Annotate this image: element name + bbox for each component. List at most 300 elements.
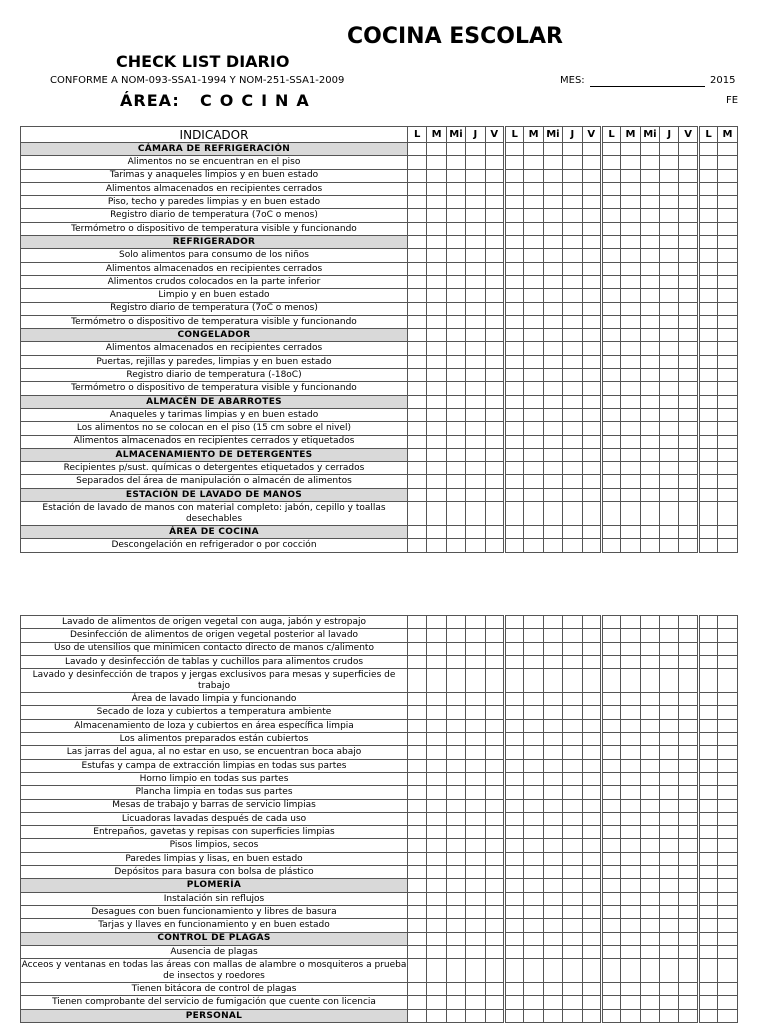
check-cell[interactable] bbox=[679, 539, 698, 552]
check-cell[interactable] bbox=[485, 408, 504, 421]
check-cell[interactable] bbox=[524, 812, 543, 825]
check-cell[interactable] bbox=[485, 462, 504, 475]
check-cell[interactable] bbox=[718, 395, 737, 408]
check-cell[interactable] bbox=[466, 919, 485, 932]
check-cell[interactable] bbox=[504, 539, 523, 552]
check-cell[interactable] bbox=[543, 719, 562, 732]
check-cell[interactable] bbox=[660, 799, 679, 812]
check-cell[interactable] bbox=[543, 642, 562, 655]
check-cell[interactable] bbox=[524, 475, 543, 488]
check-cell[interactable] bbox=[640, 706, 659, 719]
check-cell[interactable] bbox=[660, 236, 679, 249]
check-cell[interactable] bbox=[640, 772, 659, 785]
check-cell[interactable] bbox=[466, 209, 485, 222]
check-cell[interactable] bbox=[621, 616, 640, 629]
check-cell[interactable] bbox=[485, 693, 504, 706]
check-cell[interactable] bbox=[582, 945, 601, 958]
check-cell[interactable] bbox=[504, 669, 523, 693]
check-cell[interactable] bbox=[427, 719, 446, 732]
check-cell[interactable] bbox=[485, 236, 504, 249]
check-cell[interactable] bbox=[485, 182, 504, 195]
check-cell[interactable] bbox=[485, 905, 504, 918]
check-cell[interactable] bbox=[621, 879, 640, 892]
check-cell[interactable] bbox=[427, 892, 446, 905]
check-cell[interactable] bbox=[524, 422, 543, 435]
check-cell[interactable] bbox=[679, 839, 698, 852]
check-cell[interactable] bbox=[543, 759, 562, 772]
check-cell[interactable] bbox=[466, 616, 485, 629]
check-cell[interactable] bbox=[640, 693, 659, 706]
check-cell[interactable] bbox=[446, 539, 465, 552]
check-cell[interactable] bbox=[660, 462, 679, 475]
check-cell[interactable] bbox=[679, 249, 698, 262]
check-cell[interactable] bbox=[601, 182, 620, 195]
check-cell[interactable] bbox=[679, 435, 698, 448]
check-cell[interactable] bbox=[698, 983, 717, 996]
check-cell[interactable] bbox=[485, 502, 504, 526]
check-cell[interactable] bbox=[601, 262, 620, 275]
check-cell[interactable] bbox=[446, 262, 465, 275]
check-cell[interactable] bbox=[466, 526, 485, 539]
check-cell[interactable] bbox=[718, 629, 737, 642]
check-cell[interactable] bbox=[427, 435, 446, 448]
check-cell[interactable] bbox=[543, 919, 562, 932]
check-cell[interactable] bbox=[698, 395, 717, 408]
check-cell[interactable] bbox=[582, 932, 601, 945]
check-cell[interactable] bbox=[660, 812, 679, 825]
check-cell[interactable] bbox=[427, 342, 446, 355]
check-cell[interactable] bbox=[408, 526, 427, 539]
check-cell[interactable] bbox=[408, 422, 427, 435]
check-cell[interactable] bbox=[485, 996, 504, 1009]
check-cell[interactable] bbox=[543, 772, 562, 785]
check-cell[interactable] bbox=[601, 932, 620, 945]
check-cell[interactable] bbox=[466, 369, 485, 382]
check-cell[interactable] bbox=[660, 839, 679, 852]
check-cell[interactable] bbox=[543, 706, 562, 719]
check-cell[interactable] bbox=[485, 799, 504, 812]
check-cell[interactable] bbox=[524, 706, 543, 719]
check-cell[interactable] bbox=[504, 719, 523, 732]
check-cell[interactable] bbox=[466, 382, 485, 395]
check-cell[interactable] bbox=[660, 905, 679, 918]
check-cell[interactable] bbox=[466, 289, 485, 302]
check-cell[interactable] bbox=[718, 289, 737, 302]
check-cell[interactable] bbox=[679, 526, 698, 539]
check-cell[interactable] bbox=[446, 156, 465, 169]
check-cell[interactable] bbox=[679, 302, 698, 315]
check-cell[interactable] bbox=[718, 488, 737, 501]
check-cell[interactable] bbox=[601, 733, 620, 746]
check-cell[interactable] bbox=[408, 733, 427, 746]
check-cell[interactable] bbox=[698, 839, 717, 852]
check-cell[interactable] bbox=[524, 462, 543, 475]
check-cell[interactable] bbox=[466, 932, 485, 945]
check-cell[interactable] bbox=[485, 983, 504, 996]
check-cell[interactable] bbox=[543, 355, 562, 368]
check-cell[interactable] bbox=[485, 435, 504, 448]
check-cell[interactable] bbox=[582, 655, 601, 668]
check-cell[interactable] bbox=[718, 249, 737, 262]
check-cell[interactable] bbox=[660, 435, 679, 448]
check-cell[interactable] bbox=[504, 733, 523, 746]
check-cell[interactable] bbox=[446, 826, 465, 839]
check-cell[interactable] bbox=[563, 919, 582, 932]
check-cell[interactable] bbox=[601, 746, 620, 759]
check-cell[interactable] bbox=[427, 169, 446, 182]
check-cell[interactable] bbox=[582, 892, 601, 905]
check-cell[interactable] bbox=[563, 772, 582, 785]
check-cell[interactable] bbox=[563, 315, 582, 328]
check-cell[interactable] bbox=[563, 786, 582, 799]
check-cell[interactable] bbox=[660, 262, 679, 275]
check-cell[interactable] bbox=[408, 932, 427, 945]
check-cell[interactable] bbox=[698, 408, 717, 421]
check-cell[interactable] bbox=[408, 369, 427, 382]
check-cell[interactable] bbox=[524, 302, 543, 315]
check-cell[interactable] bbox=[466, 222, 485, 235]
check-cell[interactable] bbox=[446, 249, 465, 262]
check-cell[interactable] bbox=[408, 302, 427, 315]
check-cell[interactable] bbox=[408, 839, 427, 852]
check-cell[interactable] bbox=[408, 852, 427, 865]
check-cell[interactable] bbox=[466, 733, 485, 746]
check-cell[interactable] bbox=[466, 746, 485, 759]
check-cell[interactable] bbox=[640, 156, 659, 169]
check-cell[interactable] bbox=[718, 1009, 737, 1022]
check-cell[interactable] bbox=[640, 812, 659, 825]
check-cell[interactable] bbox=[660, 539, 679, 552]
check-cell[interactable] bbox=[718, 932, 737, 945]
check-cell[interactable] bbox=[718, 315, 737, 328]
check-cell[interactable] bbox=[466, 315, 485, 328]
check-cell[interactable] bbox=[640, 488, 659, 501]
check-cell[interactable] bbox=[466, 826, 485, 839]
check-cell[interactable] bbox=[582, 355, 601, 368]
check-cell[interactable] bbox=[408, 866, 427, 879]
check-cell[interactable] bbox=[466, 642, 485, 655]
check-cell[interactable] bbox=[446, 642, 465, 655]
check-cell[interactable] bbox=[563, 759, 582, 772]
check-cell[interactable] bbox=[621, 355, 640, 368]
check-cell[interactable] bbox=[446, 236, 465, 249]
check-cell[interactable] bbox=[466, 879, 485, 892]
check-cell[interactable] bbox=[543, 329, 562, 342]
check-cell[interactable] bbox=[601, 196, 620, 209]
check-cell[interactable] bbox=[621, 249, 640, 262]
check-cell[interactable] bbox=[679, 422, 698, 435]
check-cell[interactable] bbox=[679, 342, 698, 355]
check-cell[interactable] bbox=[621, 196, 640, 209]
check-cell[interactable] bbox=[485, 422, 504, 435]
check-cell[interactable] bbox=[698, 289, 717, 302]
check-cell[interactable] bbox=[504, 156, 523, 169]
check-cell[interactable] bbox=[718, 905, 737, 918]
check-cell[interactable] bbox=[679, 719, 698, 732]
check-cell[interactable] bbox=[543, 435, 562, 448]
check-cell[interactable] bbox=[485, 526, 504, 539]
check-cell[interactable] bbox=[524, 143, 543, 156]
check-cell[interactable] bbox=[446, 342, 465, 355]
check-cell[interactable] bbox=[582, 435, 601, 448]
check-cell[interactable] bbox=[504, 262, 523, 275]
check-cell[interactable] bbox=[427, 905, 446, 918]
check-cell[interactable] bbox=[524, 435, 543, 448]
check-cell[interactable] bbox=[446, 866, 465, 879]
check-cell[interactable] bbox=[718, 209, 737, 222]
check-cell[interactable] bbox=[640, 642, 659, 655]
check-cell[interactable] bbox=[524, 315, 543, 328]
check-cell[interactable] bbox=[698, 693, 717, 706]
check-cell[interactable] bbox=[427, 275, 446, 288]
check-cell[interactable] bbox=[427, 959, 446, 983]
check-cell[interactable] bbox=[718, 169, 737, 182]
check-cell[interactable] bbox=[446, 329, 465, 342]
check-cell[interactable] bbox=[621, 143, 640, 156]
check-cell[interactable] bbox=[601, 892, 620, 905]
check-cell[interactable] bbox=[601, 275, 620, 288]
check-cell[interactable] bbox=[466, 629, 485, 642]
check-cell[interactable] bbox=[485, 616, 504, 629]
check-cell[interactable] bbox=[698, 1009, 717, 1022]
check-cell[interactable] bbox=[698, 435, 717, 448]
check-cell[interactable] bbox=[524, 799, 543, 812]
check-cell[interactable] bbox=[621, 382, 640, 395]
check-cell[interactable] bbox=[524, 448, 543, 461]
check-cell[interactable] bbox=[563, 222, 582, 235]
check-cell[interactable] bbox=[427, 945, 446, 958]
check-cell[interactable] bbox=[427, 539, 446, 552]
check-cell[interactable] bbox=[718, 382, 737, 395]
check-cell[interactable] bbox=[601, 249, 620, 262]
check-cell[interactable] bbox=[621, 959, 640, 983]
check-cell[interactable] bbox=[543, 342, 562, 355]
check-cell[interactable] bbox=[582, 342, 601, 355]
check-cell[interactable] bbox=[563, 866, 582, 879]
check-cell[interactable] bbox=[466, 719, 485, 732]
check-cell[interactable] bbox=[640, 143, 659, 156]
check-cell[interactable] bbox=[408, 169, 427, 182]
check-cell[interactable] bbox=[698, 905, 717, 918]
check-cell[interactable] bbox=[582, 143, 601, 156]
check-cell[interactable] bbox=[543, 839, 562, 852]
check-cell[interactable] bbox=[524, 733, 543, 746]
check-cell[interactable] bbox=[524, 526, 543, 539]
check-cell[interactable] bbox=[446, 408, 465, 421]
check-cell[interactable] bbox=[698, 616, 717, 629]
check-cell[interactable] bbox=[563, 249, 582, 262]
check-cell[interactable] bbox=[543, 526, 562, 539]
check-cell[interactable] bbox=[504, 655, 523, 668]
check-cell[interactable] bbox=[640, 249, 659, 262]
check-cell[interactable] bbox=[485, 143, 504, 156]
check-cell[interactable] bbox=[504, 932, 523, 945]
check-cell[interactable] bbox=[698, 475, 717, 488]
check-cell[interactable] bbox=[698, 355, 717, 368]
check-cell[interactable] bbox=[504, 772, 523, 785]
check-cell[interactable] bbox=[679, 826, 698, 839]
check-cell[interactable] bbox=[621, 169, 640, 182]
check-cell[interactable] bbox=[563, 706, 582, 719]
check-cell[interactable] bbox=[408, 196, 427, 209]
check-cell[interactable] bbox=[504, 866, 523, 879]
check-cell[interactable] bbox=[582, 475, 601, 488]
check-cell[interactable] bbox=[660, 719, 679, 732]
check-cell[interactable] bbox=[640, 1009, 659, 1022]
check-cell[interactable] bbox=[524, 655, 543, 668]
check-cell[interactable] bbox=[446, 799, 465, 812]
check-cell[interactable] bbox=[679, 475, 698, 488]
check-cell[interactable] bbox=[524, 616, 543, 629]
check-cell[interactable] bbox=[621, 799, 640, 812]
check-cell[interactable] bbox=[679, 655, 698, 668]
check-cell[interactable] bbox=[485, 932, 504, 945]
check-cell[interactable] bbox=[582, 275, 601, 288]
check-cell[interactable] bbox=[485, 812, 504, 825]
check-cell[interactable] bbox=[408, 669, 427, 693]
check-cell[interactable] bbox=[621, 209, 640, 222]
check-cell[interactable] bbox=[679, 746, 698, 759]
check-cell[interactable] bbox=[582, 488, 601, 501]
check-cell[interactable] bbox=[698, 759, 717, 772]
check-cell[interactable] bbox=[640, 382, 659, 395]
check-cell[interactable] bbox=[524, 826, 543, 839]
check-cell[interactable] bbox=[621, 342, 640, 355]
check-cell[interactable] bbox=[446, 209, 465, 222]
check-cell[interactable] bbox=[582, 642, 601, 655]
check-cell[interactable] bbox=[582, 852, 601, 865]
check-cell[interactable] bbox=[485, 369, 504, 382]
check-cell[interactable] bbox=[660, 182, 679, 195]
check-cell[interactable] bbox=[718, 733, 737, 746]
check-cell[interactable] bbox=[660, 382, 679, 395]
check-cell[interactable] bbox=[427, 408, 446, 421]
check-cell[interactable] bbox=[427, 315, 446, 328]
check-cell[interactable] bbox=[504, 302, 523, 315]
check-cell[interactable] bbox=[543, 369, 562, 382]
check-cell[interactable] bbox=[446, 502, 465, 526]
check-cell[interactable] bbox=[621, 629, 640, 642]
check-cell[interactable] bbox=[640, 395, 659, 408]
check-cell[interactable] bbox=[582, 905, 601, 918]
check-cell[interactable] bbox=[621, 759, 640, 772]
check-cell[interactable] bbox=[563, 169, 582, 182]
check-cell[interactable] bbox=[660, 826, 679, 839]
check-cell[interactable] bbox=[504, 879, 523, 892]
check-cell[interactable] bbox=[601, 799, 620, 812]
check-cell[interactable] bbox=[640, 355, 659, 368]
check-cell[interactable] bbox=[679, 222, 698, 235]
check-cell[interactable] bbox=[408, 275, 427, 288]
check-cell[interactable] bbox=[582, 169, 601, 182]
check-cell[interactable] bbox=[524, 395, 543, 408]
check-cell[interactable] bbox=[466, 706, 485, 719]
check-cell[interactable] bbox=[524, 196, 543, 209]
check-cell[interactable] bbox=[679, 892, 698, 905]
check-cell[interactable] bbox=[660, 759, 679, 772]
check-cell[interactable] bbox=[582, 249, 601, 262]
check-cell[interactable] bbox=[563, 932, 582, 945]
check-cell[interactable] bbox=[543, 932, 562, 945]
check-cell[interactable] bbox=[504, 369, 523, 382]
month-input-line[interactable] bbox=[590, 86, 705, 87]
check-cell[interactable] bbox=[660, 143, 679, 156]
check-cell[interactable] bbox=[640, 669, 659, 693]
check-cell[interactable] bbox=[660, 209, 679, 222]
check-cell[interactable] bbox=[718, 502, 737, 526]
check-cell[interactable] bbox=[698, 488, 717, 501]
check-cell[interactable] bbox=[601, 629, 620, 642]
check-cell[interactable] bbox=[582, 408, 601, 421]
check-cell[interactable] bbox=[524, 996, 543, 1009]
check-cell[interactable] bbox=[660, 616, 679, 629]
check-cell[interactable] bbox=[543, 196, 562, 209]
check-cell[interactable] bbox=[679, 733, 698, 746]
check-cell[interactable] bbox=[640, 932, 659, 945]
check-cell[interactable] bbox=[543, 655, 562, 668]
check-cell[interactable] bbox=[718, 236, 737, 249]
check-cell[interactable] bbox=[543, 812, 562, 825]
check-cell[interactable] bbox=[427, 866, 446, 879]
check-cell[interactable] bbox=[640, 182, 659, 195]
check-cell[interactable] bbox=[485, 395, 504, 408]
check-cell[interactable] bbox=[698, 143, 717, 156]
check-cell[interactable] bbox=[718, 448, 737, 461]
check-cell[interactable] bbox=[408, 395, 427, 408]
check-cell[interactable] bbox=[427, 488, 446, 501]
check-cell[interactable] bbox=[563, 959, 582, 983]
check-cell[interactable] bbox=[408, 289, 427, 302]
check-cell[interactable] bbox=[698, 733, 717, 746]
check-cell[interactable] bbox=[621, 945, 640, 958]
check-cell[interactable] bbox=[582, 502, 601, 526]
check-cell[interactable] bbox=[582, 329, 601, 342]
check-cell[interactable] bbox=[466, 983, 485, 996]
check-cell[interactable] bbox=[660, 395, 679, 408]
check-cell[interactable] bbox=[466, 959, 485, 983]
check-cell[interactable] bbox=[621, 655, 640, 668]
check-cell[interactable] bbox=[485, 315, 504, 328]
check-cell[interactable] bbox=[524, 839, 543, 852]
check-cell[interactable] bbox=[679, 382, 698, 395]
check-cell[interactable] bbox=[446, 839, 465, 852]
check-cell[interactable] bbox=[698, 369, 717, 382]
check-cell[interactable] bbox=[601, 826, 620, 839]
check-cell[interactable] bbox=[563, 196, 582, 209]
check-cell[interactable] bbox=[679, 196, 698, 209]
check-cell[interactable] bbox=[679, 355, 698, 368]
check-cell[interactable] bbox=[446, 669, 465, 693]
check-cell[interactable] bbox=[524, 786, 543, 799]
check-cell[interactable] bbox=[640, 289, 659, 302]
check-cell[interactable] bbox=[679, 866, 698, 879]
check-cell[interactable] bbox=[427, 983, 446, 996]
check-cell[interactable] bbox=[524, 539, 543, 552]
check-cell[interactable] bbox=[543, 733, 562, 746]
check-cell[interactable] bbox=[718, 435, 737, 448]
check-cell[interactable] bbox=[485, 196, 504, 209]
check-cell[interactable] bbox=[466, 759, 485, 772]
check-cell[interactable] bbox=[640, 435, 659, 448]
check-cell[interactable] bbox=[601, 502, 620, 526]
check-cell[interactable] bbox=[621, 262, 640, 275]
check-cell[interactable] bbox=[524, 642, 543, 655]
check-cell[interactable] bbox=[408, 655, 427, 668]
check-cell[interactable] bbox=[601, 462, 620, 475]
check-cell[interactable] bbox=[698, 642, 717, 655]
check-cell[interactable] bbox=[543, 1009, 562, 1022]
check-cell[interactable] bbox=[698, 329, 717, 342]
